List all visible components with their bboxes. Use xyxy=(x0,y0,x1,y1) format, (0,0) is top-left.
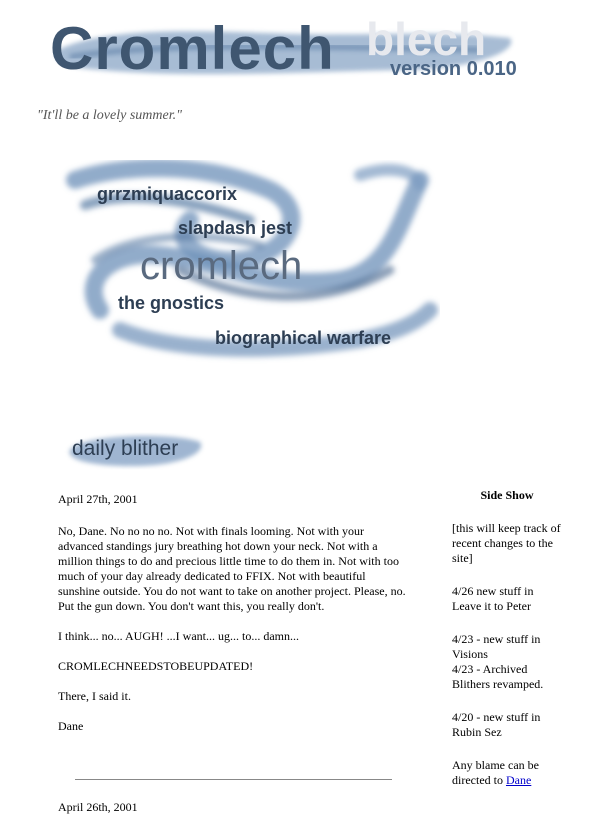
update-line: 4/23 - Archived Blithers revamped. xyxy=(452,662,544,691)
entry-divider xyxy=(75,779,392,780)
update-item xyxy=(452,632,562,692)
tagline: "It'll be a lovely summer." xyxy=(37,108,182,123)
version-label: version 0.010 xyxy=(390,58,517,80)
side-show-title: Side Show xyxy=(480,488,534,502)
banner-ghost-text: blech xyxy=(366,13,487,65)
next-entry-date: April 26th, 2001 xyxy=(58,800,138,814)
site-banner xyxy=(40,12,540,87)
update-item: 4/26 new stuff in Leave it to Peter xyxy=(452,584,534,613)
nav-link-slapdash-jest[interactable]: slapdash jest xyxy=(178,218,293,238)
dane-link[interactable]: Dane xyxy=(505,773,532,787)
entry-paragraph: No, Dane. No no no no. Not with finals looming. Not with your advanced standings jury breathing hot down your neck. Not with a million things to do and precious little time to do them in. Not with too much of your day already dedicated to FFIX. Not with beautiful sunshine outside. You do not want to take on another project. Please, no. Put the gun down. You don't want this, you really don't. xyxy=(58,524,406,613)
entry-paragraph: I think... no... AUGH! ...I want... ug... to... damn... xyxy=(58,629,299,643)
nav-link-cromlech[interactable]: cromlech xyxy=(140,244,303,288)
entry-date: April 27th, 2001 xyxy=(58,492,138,506)
blame-text: Any blame can be directed to xyxy=(452,758,539,787)
nav-link-the-gnostics[interactable]: the gnostics xyxy=(118,293,225,313)
blither-entry xyxy=(58,492,406,749)
nav-link-grrzmiquaccorix[interactable]: grrzmiquaccorix xyxy=(97,184,238,204)
entry-paragraph: There, I said it. xyxy=(58,689,131,703)
entry-paragraph: CROMLECHNEEDSTOBEUPDATED! xyxy=(58,659,254,673)
entry-signature: Dane xyxy=(58,719,84,733)
nav-link-biographical-warfare[interactable]: biographical warfare xyxy=(215,328,392,348)
daily-blither-heading[interactable]: daily blither xyxy=(72,437,179,460)
site-title[interactable]: Cromlech xyxy=(50,15,335,82)
side-show-intro: [this will keep track of recent changes to the site] xyxy=(452,521,561,565)
update-item: 4/20 - new stuff in Rubin Sez xyxy=(452,710,541,739)
update-line: 4/23 - new stuff in Visions xyxy=(452,632,541,661)
blame-note xyxy=(452,758,562,788)
side-show-panel xyxy=(452,488,562,806)
